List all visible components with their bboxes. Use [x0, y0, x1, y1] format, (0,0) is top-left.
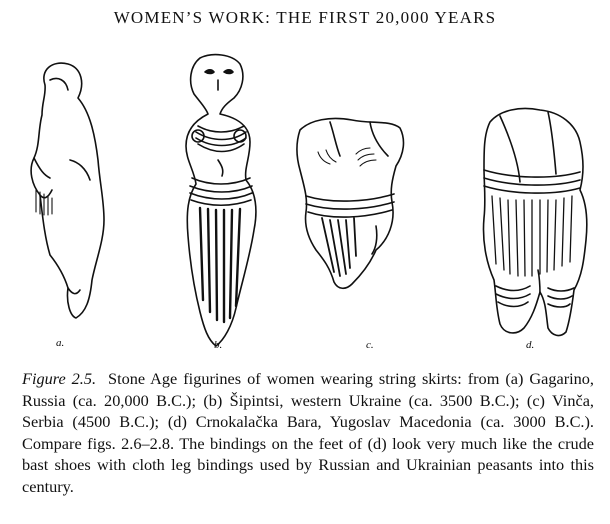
figure-caption — [22, 368, 594, 497]
figurine-d-drawing — [483, 109, 586, 336]
figure-label-c: c. — [366, 339, 374, 351]
figurine-a-drawing — [31, 63, 104, 318]
figure-label-b: b. — [214, 339, 223, 351]
figurine-illustrations — [0, 50, 610, 360]
running-header: WOMEN’S WORK: THE FIRST 20,000 YEARS — [113, 8, 497, 27]
caption-figure-number: Figure 2.5. — [22, 369, 97, 388]
figurine-b-drawing — [186, 55, 256, 346]
figurine-c-drawing — [297, 118, 403, 288]
figure-label-a: a. — [56, 337, 65, 349]
caption-text: Stone Age figurines of women wearing string skirts: from (a) Gagarino, Russia (ca. 20,000 B.C.); (b) Šipintsi, western Ukraine (ca. 3500 B.C.); (c) Vinča, Serbia (4500 B.C.); (d) Crnokalačka Bara, Yugoslav Macedonia (ca. 3000 B.C.). Compare figs. 2.6–2.8. The bindings on the feet of (d) look very much like the crude bast shoes with cloth leg bindings used by Russian and Ukrainian peasants into this century. — [22, 369, 594, 496]
figure-label-d: d. — [526, 339, 535, 351]
